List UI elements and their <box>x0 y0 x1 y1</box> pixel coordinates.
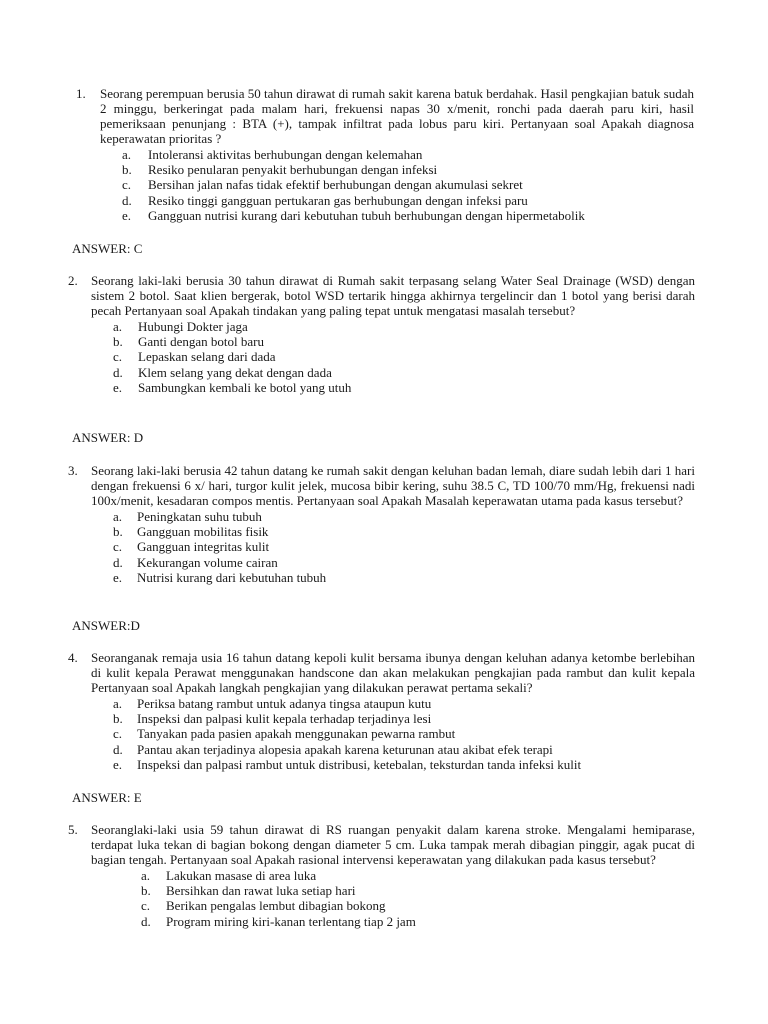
answer-1: ANSWER: C <box>72 241 143 256</box>
option-item <box>141 914 695 929</box>
option-item <box>113 334 695 349</box>
question-number: 5. <box>68 822 78 837</box>
option-letter: c. <box>113 539 123 555</box>
option-letter: d. <box>122 192 132 208</box>
option-item <box>113 555 695 570</box>
option-item <box>122 162 694 177</box>
option-letter: d. <box>113 364 123 380</box>
option-item <box>141 883 695 898</box>
option-list <box>113 696 695 772</box>
option-letter: b. <box>122 162 132 178</box>
option-text: Bersihkan dan rawat luka setiap hari <box>166 883 356 899</box>
option-item <box>141 898 695 913</box>
option-text: Tanyakan pada pasien apakah menggunakan pewarna rambut <box>137 726 456 742</box>
option-item <box>113 711 695 726</box>
option-text: Kekurangan volume cairan <box>137 554 278 570</box>
option-letter: c. <box>141 898 151 914</box>
option-letter: d. <box>113 554 123 570</box>
option-item <box>122 177 694 192</box>
option-item <box>113 726 695 741</box>
option-letter: b. <box>113 711 123 727</box>
option-letter: c. <box>113 349 123 365</box>
option-list <box>113 319 695 395</box>
option-list <box>141 868 695 929</box>
option-letter: e. <box>122 207 132 223</box>
option-item <box>122 147 694 162</box>
option-letter: b. <box>113 334 123 350</box>
option-item <box>113 696 695 711</box>
question-text: Seoranganak remaja usia 16 tahun datang kepoli kulit bersama ibunya dengan keluhan adanya ketombe berlebihan di kulit kepala Perawat menggunakan handscone dan akan melakukan pengkajian pada rambut dan kulit kepala Pertanyaan soal Apakah langkah pengkajian yang dilakukan perawat pertama sekali? <box>91 650 695 695</box>
question-text: Seorang laki-laki berusia 42 tahun datang ke rumah sakit dengan keluhan badan lemah, diare sudah lebih dari 1 hari dengan frekuensi 6 x/ hari, turgor kulit jelek, mucosa bibir kering, suhu 38.5 C, TD 100/70 mm/Hg, frekuensi nadi 100x/menit, kesadaran compos mentis. Pertanyaan soal Apakah Masalah keperawatan utama pada kasus tersebut? <box>91 463 695 508</box>
option-item <box>113 757 695 772</box>
option-letter: a. <box>113 509 123 524</box>
question-number: 1. <box>76 86 86 101</box>
option-item <box>113 319 695 334</box>
answer-4: ANSWER: E <box>72 790 142 805</box>
option-letter: b. <box>113 524 123 540</box>
option-text: Nutrisi kurang dari kebutuhan tubuh <box>137 569 327 585</box>
question-number: 2. <box>68 273 78 288</box>
option-text: Gangguan mobilitas fisik <box>137 524 269 540</box>
question-text: Seorang perempuan berusia 50 tahun dirawat di rumah sakit karena batuk berdahak. Hasil pengkajian batuk sudah 2 minggu, berkeringat pada malam hari, frekuensi napas 30 x/menit, ronchi pada daerah paru kiri, hasil pemeriksaan penunjang : BTA (+), tampak infiltrat pada lobus paru kiri. Pertanyaan soal Apakah diagnosa keperawatan prioritas ? <box>100 86 694 146</box>
answer-3: ANSWER:D <box>72 618 140 633</box>
option-text: Sambungkan kembali ke botol yang utuh <box>138 379 352 395</box>
question-number: 4. <box>68 650 78 665</box>
question-text: Seorang laki-laki berusia 30 tahun dirawat di Rumah sakit terpasang selang Water Seal Drainage (WSD) dengan sistem 2 botol. Saat klien bergerak, botol WSD tertarik hingga akhirnya tergelincir dan 1 botol yang berisi darah pecah Pertanyaan soal Apakah tindakan yang paling tepat untuk mengatasi masalah tersebut? <box>91 273 695 318</box>
option-item <box>113 349 695 364</box>
question-3 <box>68 463 695 585</box>
option-text: Periksa batang rambut untuk adanya tingsa ataupun kutu <box>137 696 432 711</box>
option-text: Intoleransi aktivitas berhubungan dengan kelemahan <box>148 147 423 162</box>
option-text: Ganti dengan botol baru <box>138 334 264 350</box>
option-text: Gangguan integritas kulit <box>137 539 270 555</box>
option-text: Lakukan masase di area luka <box>166 868 317 883</box>
option-letter: e. <box>113 569 123 585</box>
option-list <box>122 147 694 223</box>
option-letter: c. <box>122 177 132 193</box>
option-text: Pantau akan terjadinya alopesia apakah karena keturunan atau akibat efek terapi <box>137 741 553 757</box>
option-letter: d. <box>141 913 151 929</box>
option-letter: a. <box>122 147 132 162</box>
option-text: Program miring kiri-kanan terlentang tiap 2 jam <box>166 913 416 929</box>
option-text: Resiko penularan penyakit berhubungan dengan infeksi <box>148 162 438 178</box>
option-text: Klem selang yang dekat dengan dada <box>138 364 332 380</box>
question-2 <box>68 273 695 395</box>
option-letter: a. <box>113 696 123 711</box>
option-letter: a. <box>113 319 123 334</box>
option-text: Bersihan jalan nafas tidak efektif berhubungan dengan akumulasi sekret <box>148 177 523 193</box>
option-item <box>113 365 695 380</box>
option-item <box>141 868 695 883</box>
option-item <box>113 539 695 554</box>
option-item <box>122 208 694 223</box>
option-letter: c. <box>113 726 123 742</box>
option-text: Resiko tinggi gangguan pertukaran gas berhubungan dengan infeksi paru <box>148 192 528 208</box>
option-letter: b. <box>141 883 151 899</box>
option-text: Inspeksi dan palpasi rambut untuk distribusi, ketebalan, teksturdan tanda infeksi kulit <box>137 756 582 772</box>
option-text: Hubungi Dokter jaga <box>138 319 248 334</box>
option-text: Lepaskan selang dari dada <box>138 349 276 365</box>
option-letter: e. <box>113 379 123 395</box>
option-letter: d. <box>113 741 123 757</box>
option-item <box>113 509 695 524</box>
question-1 <box>76 86 694 223</box>
option-item <box>113 380 695 395</box>
option-item <box>113 742 695 757</box>
question-4 <box>68 650 695 772</box>
question-text: Seoranglaki-laki usia 59 tahun dirawat di RS ruangan penyakit dalam karena stroke. Mengalami hemiparase, terdapat luka tekan di bagian bokong dengan diameter 5 cm. Luka tampak merah dibagian pinggir, agak pucat di bagian tengah. Pertanyaan soal Apakah rasional intervensi keperawatan yang dilakukan pada kasus tersebut? <box>91 822 695 867</box>
option-item <box>122 193 694 208</box>
option-text: Gangguan nutrisi kurang dari kebutuhan tubuh berhubungan dengan hipermetabolik <box>148 207 585 223</box>
option-list <box>113 509 695 585</box>
option-item <box>113 524 695 539</box>
option-text: Peningkatan suhu tubuh <box>137 509 262 524</box>
question-number: 3. <box>68 463 78 478</box>
answer-2: ANSWER: D <box>72 430 144 445</box>
option-item <box>113 570 695 585</box>
option-text: Inspeksi dan palpasi kulit kepala terhadap terjadinya lesi <box>137 711 432 727</box>
option-text: Berikan pengalas lembut dibagian bokong <box>166 898 386 914</box>
option-letter: e. <box>113 756 123 772</box>
question-5 <box>68 822 695 929</box>
option-letter: a. <box>141 868 151 883</box>
